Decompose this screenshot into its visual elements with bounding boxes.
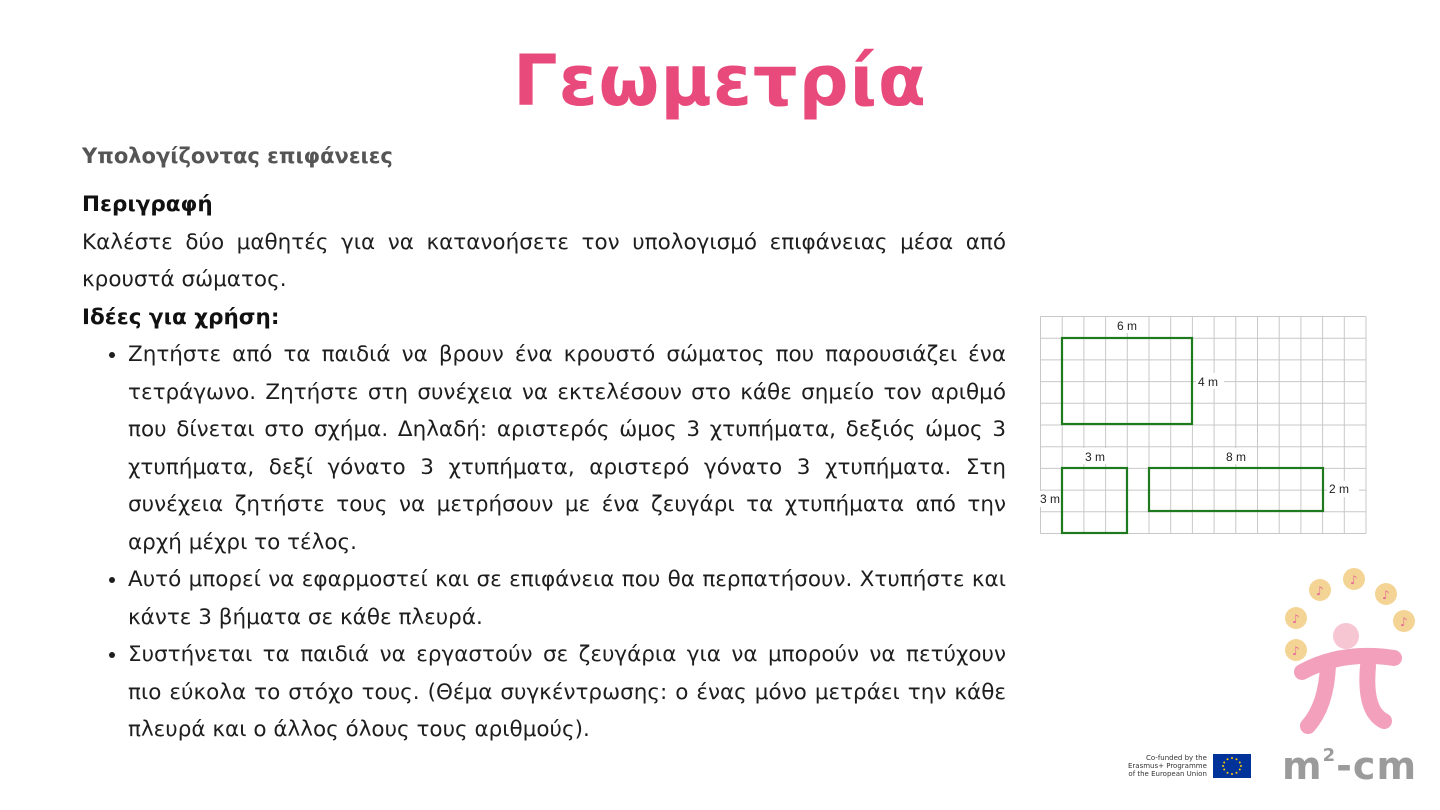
- rect-3x3: [1062, 468, 1127, 533]
- ideas-list: [82, 336, 1006, 749]
- ideas-heading: Ιδέες για χρήση:: [82, 304, 280, 330]
- page-subtitle: Υπολογίζοντας επιφάνειες: [82, 144, 393, 168]
- label-8m: 8 m: [1225, 450, 1247, 464]
- eu-flag-icon: [1213, 754, 1251, 778]
- label-4m: 4 m: [1198, 375, 1219, 389]
- m2cm-logo: $m^2-cm$: [1282, 744, 1418, 788]
- list-item: • Αυτό μπορεί να εφαρμοστεί και σε επιφάνεια που θα περπατήσουν. Χτυπήστε και κάντε 3 βήματα σε κάθε πλευρά.: [128, 561, 1006, 636]
- svg-text:♪: ♪: [1350, 573, 1358, 587]
- label-3m-height: 3 m: [1040, 492, 1061, 506]
- label-6m: 6 m: [1116, 319, 1138, 333]
- svg-text:♪: ♪: [1292, 612, 1300, 626]
- description-text: Καλέστε δύο μαθητές για να κατανοήσετε τον υπολογισμό επιφάνειας μέσα από κρουστά σώματος.: [82, 229, 1006, 292]
- svg-text:♪: ♪: [1400, 615, 1408, 629]
- content-body: [82, 186, 1006, 749]
- eu-cofunded-badge: [1128, 754, 1251, 778]
- svg-text:♪: ♪: [1382, 588, 1390, 602]
- svg-text:♪: ♪: [1292, 644, 1300, 658]
- page-title: Γεωμετρία: [512, 40, 928, 122]
- list-item: • Ζητήστε από τα παιδιά να βρουν ένα κρουστό σώματος που παρουσιάζει ένα τετράγωνο. Ζητήστε στη συνέχεια να εκτελέσουν στο κάθε σημείο τον αριθμό που δίνεται στο σχήμα. Δηλαδή: αριστερός ώμος 3 χτυπήματα, δεξιός ώμος 3 χτυπήματα, δεξί γόνατο 3 χτυπήματα, αριστερό γόνατο 3 χτυπήματα. Στη συνέχεια ζητήστε τους να μετρήσουν με ένα ζευγάρι τα χτυπήματα από την αρχή μέχρι το τέλος.: [128, 336, 1006, 561]
- pi-music-logo: [1272, 566, 1422, 741]
- label-3m-width: 3 m: [1084, 450, 1106, 464]
- area-grid-figure: [1040, 313, 1370, 538]
- description-heading: Περιγραφή: [82, 192, 213, 217]
- label-2m: 2 m: [1329, 482, 1350, 496]
- svg-text:♪: ♪: [1316, 584, 1324, 598]
- eu-text: Co-funded by the Erasmus+ Programme of the European Union: [1128, 754, 1207, 778]
- list-item: • Συστήνεται τα παιδιά να εργαστούν σε ζευγάρια για να μπορούν να πετύχουν πιο εύκολα το στόχο τους. (Θέμα συγκέντρωσης: ο ένας μόνο μετράει την κάθε πλευρά και ο άλλος όλους τους αριθμούς).: [128, 636, 1006, 749]
